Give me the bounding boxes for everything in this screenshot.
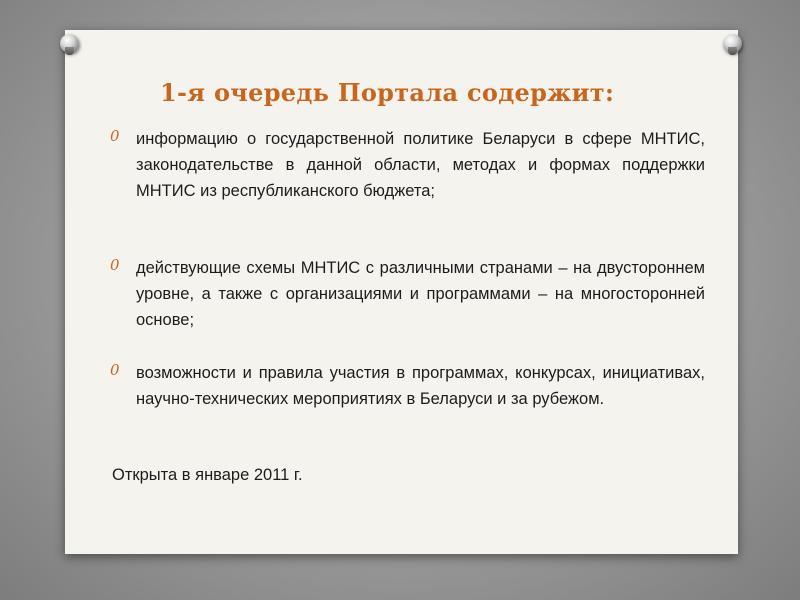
pushpin-icon [723,34,742,53]
bullet-text: информацию о государственной политике Беларуси в сфере МНТИС, законодательстве в данной области, методах и формах поддержки МНТИС из республиканского бюджета; [136,130,705,200]
bullet-marker: 0 [110,361,120,379]
bullet-marker: 0 [110,256,120,274]
bullet-marker: 0 [110,127,120,145]
pushpin-icon [60,34,79,53]
slide-title: 1-я очередь Портала содержит: [160,78,615,107]
bullet-item [110,126,705,204]
bullet-item [110,360,705,412]
bullet-text: действующие схемы МНТИС с различными странами – на двустороннем уровне, а также с организациями и программами – на многосторонней основе; [136,259,705,329]
launch-note: Открыта в январе 2011 г. [112,466,303,484]
bullet-text: возможности и правила участия в программах, конкурсах, инициативах, научно-технических мероприятиях в Беларуси и за рубежом. [136,364,705,408]
bullet-item [110,255,705,333]
